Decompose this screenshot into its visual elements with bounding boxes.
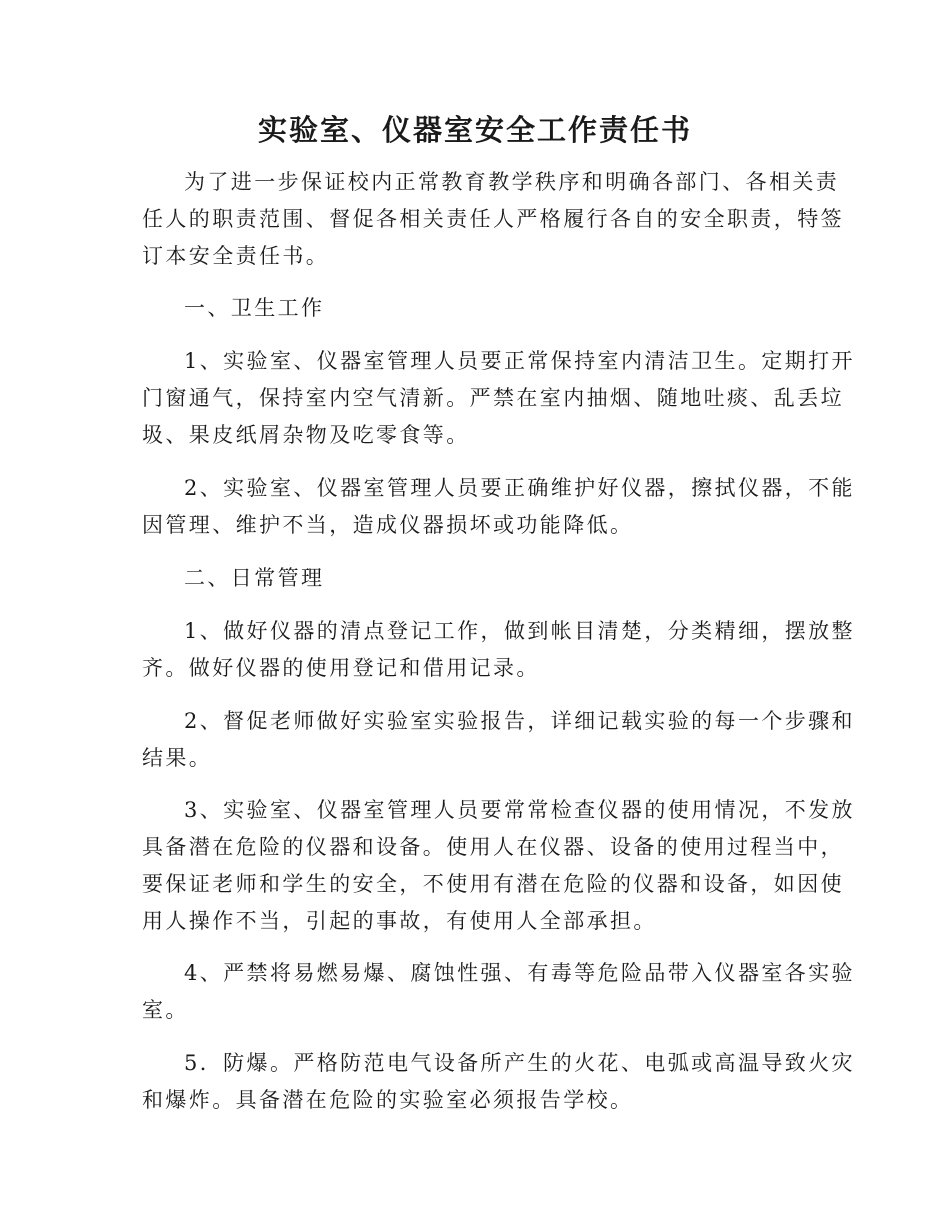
intro-line: 为了进一步保证校内正常教育教学秩序和明确各部门、各相关责 [184, 170, 840, 194]
paragraph-line: 结果。 [142, 746, 213, 770]
intro-paragraph [142, 164, 844, 275]
paragraph-line: 因管理、维护不当，造成仪器损坏或功能降低。 [142, 513, 634, 537]
intro-line: 任人的职责范围、督促各相关责任人严格履行各自的安全职责，特签 [142, 207, 844, 231]
management-item-4 [142, 955, 855, 1029]
management-item-1 [142, 613, 855, 687]
paragraph-line: 用人操作不当，引起的事故，有使用人全部承担。 [142, 909, 657, 933]
paragraph-line: 5．防爆。严格防范电气设备所产生的火花、电弧或高温导致火灾 [184, 1051, 855, 1075]
management-item-2 [142, 703, 855, 777]
management-item-5 [142, 1045, 855, 1119]
paragraph-line: 和爆炸。具备潜在危险的实验室必须报告学校。 [142, 1088, 634, 1112]
section-heading-text: 二、日常管理 [184, 566, 325, 590]
paragraph-line: 2、实验室、仪器室管理人员要正确维护好仪器，擦拭仪器，不能 [184, 476, 855, 500]
hygiene-item-1 [142, 343, 855, 454]
paragraph-line: 要保证老师和学生的安全，不使用有潜在危险的仪器和设备，如因使 [142, 872, 844, 896]
intro-line: 订本安全责任书。 [142, 244, 330, 268]
paragraph-line: 1、实验室、仪器室管理人员要正常保持室内清洁卫生。定期打开 [184, 349, 855, 373]
paragraph-line: 2、督促老师做好实验室实验报告，详细记载实验的每一个步骤和 [184, 709, 855, 733]
management-item-3 [142, 792, 855, 940]
section-heading-hygiene [142, 290, 810, 327]
paragraph-line: 齐。做好仪器的使用登记和借用记录。 [142, 656, 540, 680]
section-heading-daily-management [142, 560, 810, 597]
paragraph-line: 4、严禁将易燃易爆、腐蚀性强、有毒等危险品带入仪器室各实验 [184, 961, 855, 985]
paragraph-line: 3、实验室、仪器室管理人员要常常检查仪器的使用情况，不发放 [184, 798, 855, 822]
document-title: 实验室、仪器室安全工作责任书 [257, 113, 692, 147]
paragraph-line: 室。 [142, 998, 189, 1022]
paragraph-line: 门窗通气，保持室内空气清新。严禁在室内抽烟、随地吐痰、乱丢垃 [142, 386, 844, 410]
paragraph-line: 圾、果皮纸屑杂物及吃零食等。 [142, 423, 470, 447]
section-heading-text: 一、卫生工作 [184, 296, 325, 320]
paragraph-line: 具备潜在危险的仪器和设备。使用人在仪器、设备的使用过程当中， [142, 835, 844, 859]
paragraph-line: 1、做好仪器的清点登记工作，做到帐目清楚，分类精细，摆放整 [184, 619, 855, 643]
hygiene-item-2 [142, 470, 855, 544]
